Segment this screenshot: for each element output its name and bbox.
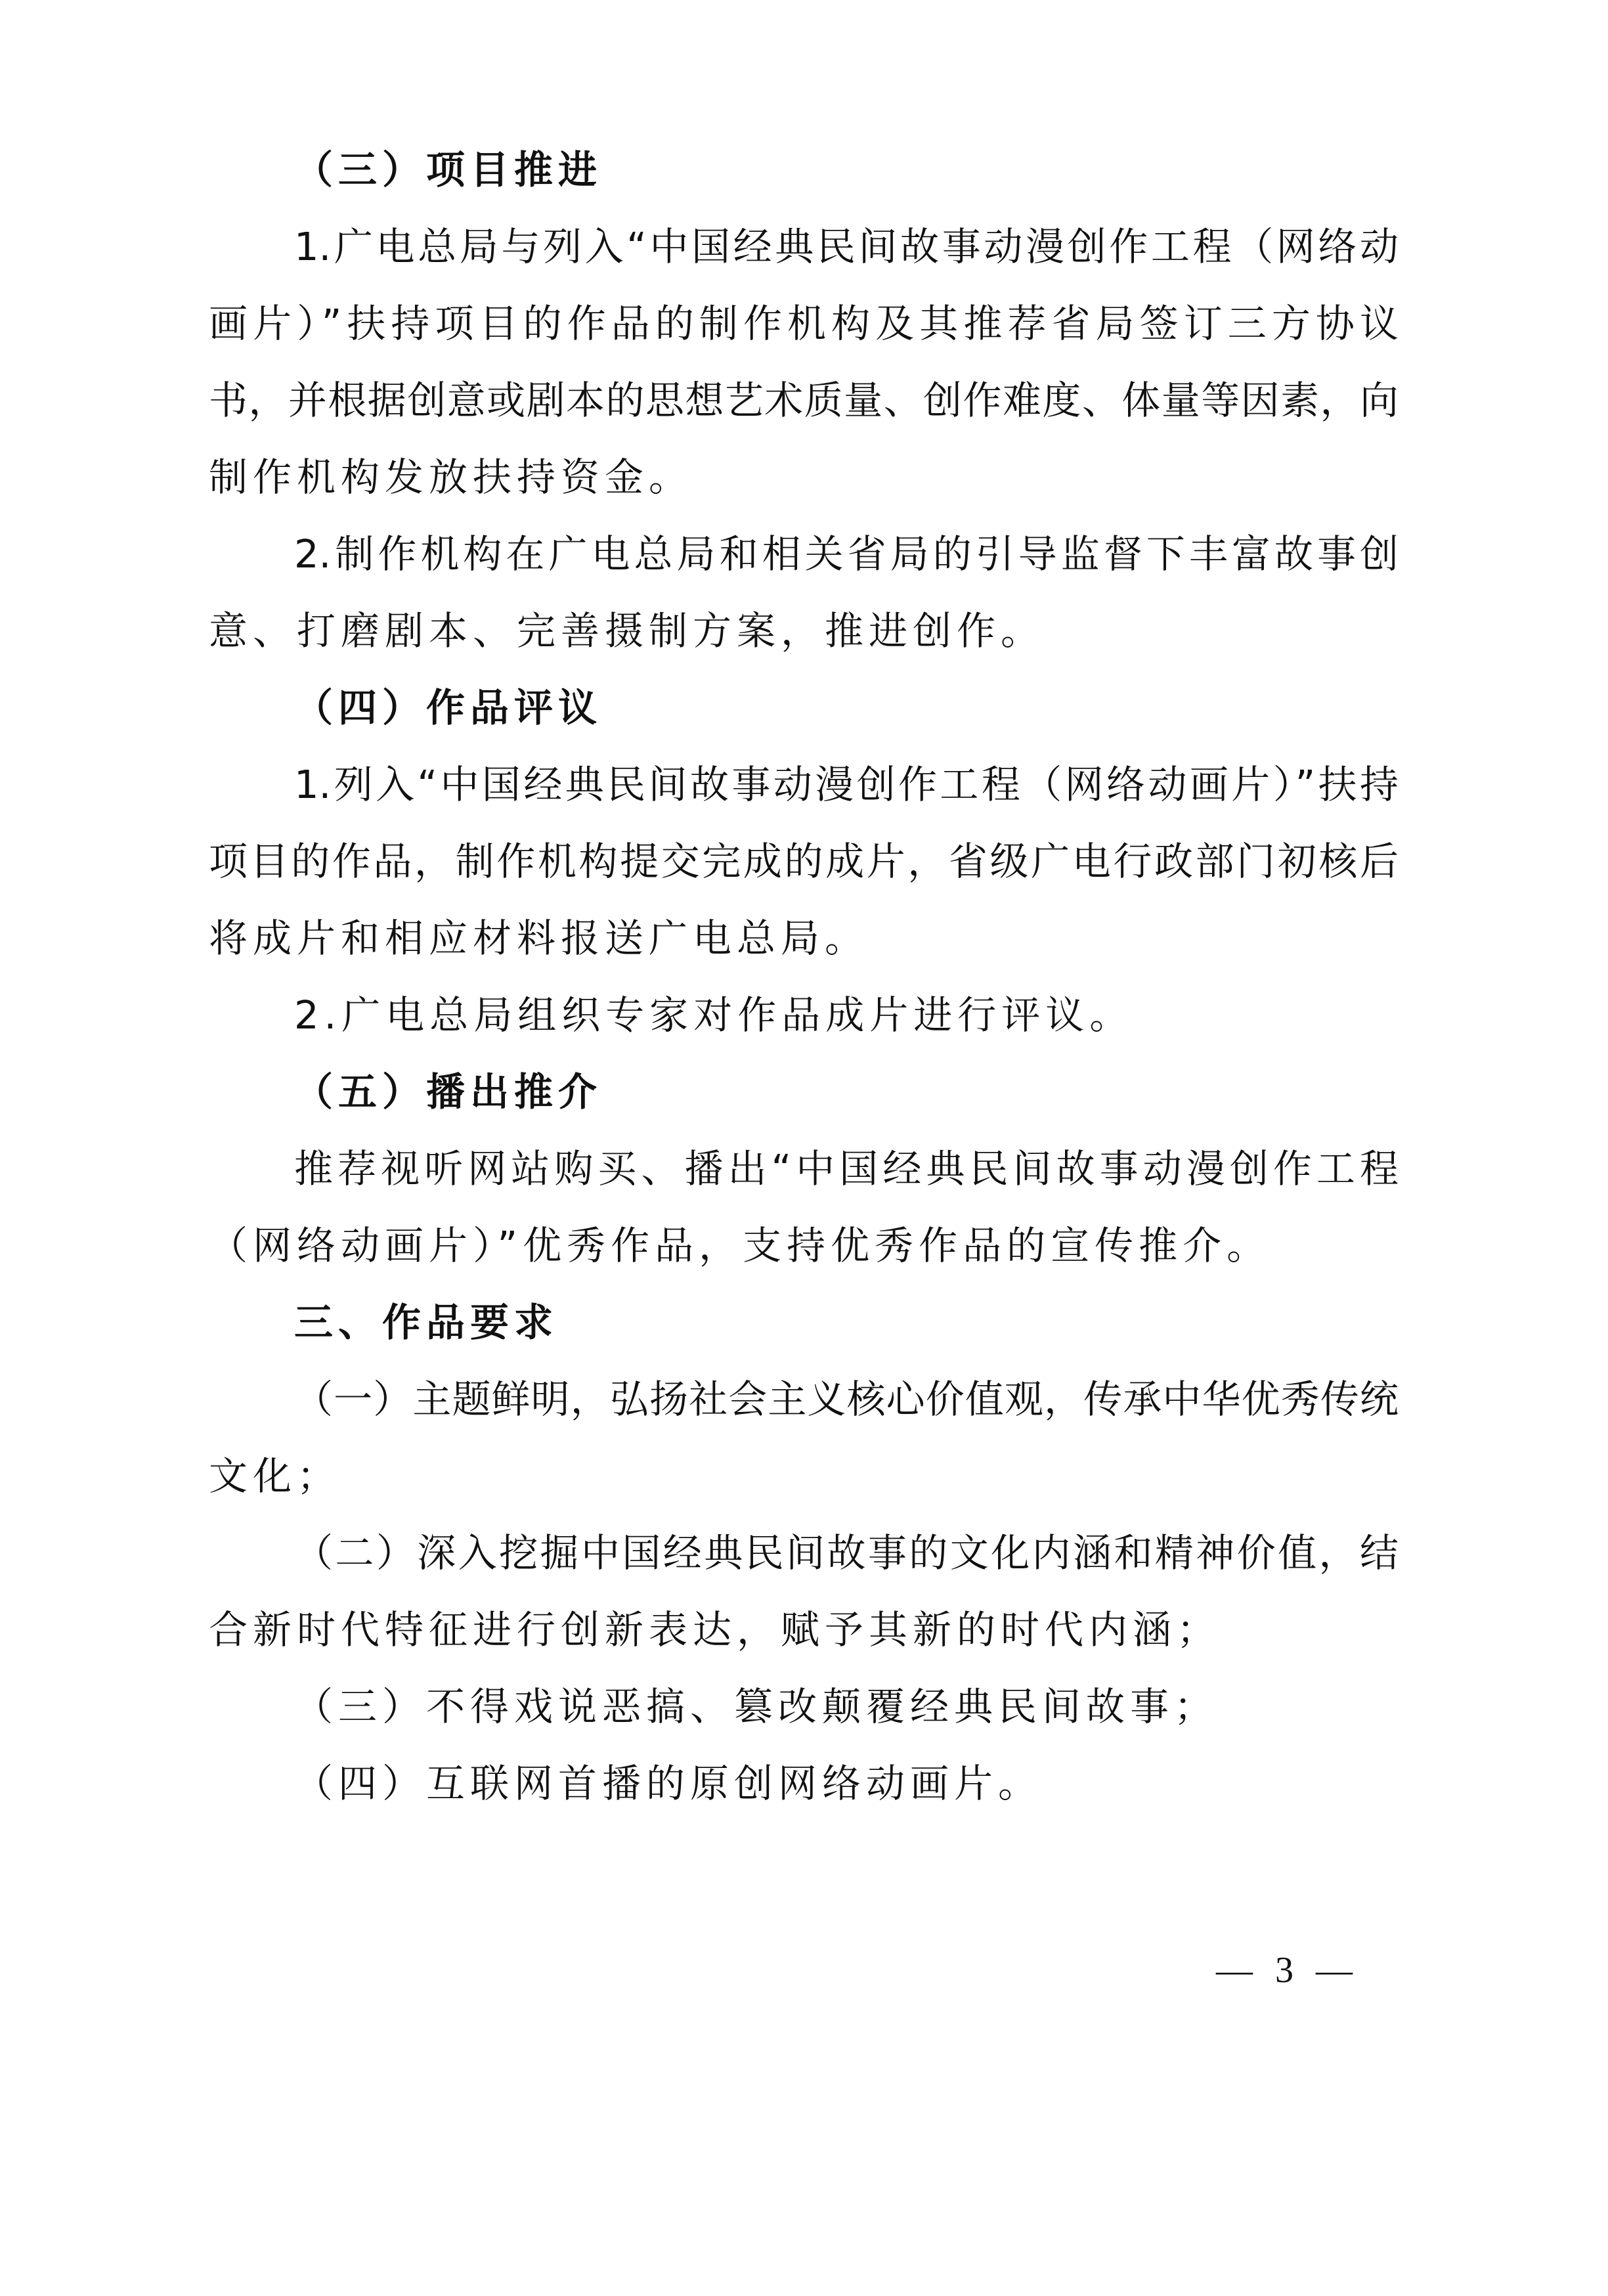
- paragraph-line: （三）不得戏说恶搞、篡改颠覆经典民间故事；: [294, 1684, 1219, 1729]
- paragraph-line: （一）主题鲜明，弘扬社会主义核心价值观，传承中华优秀传统: [294, 1377, 1399, 1422]
- paragraph-line: 书，并根据创意或剧本的思想艺术质量、创作难度、体量等因素，向: [209, 378, 1399, 423]
- section-heading-broadcast-promotion: （五）播出推介: [294, 1069, 603, 1115]
- paragraph-line: 合新时代特征进行创新表达，赋予其新的时代内涵；: [209, 1607, 1221, 1652]
- section-heading-work-review: （四）作品评议: [294, 685, 603, 730]
- paragraph-line: （二）深入挖掘中国经典民间故事的文化内涵和精神价值，结: [294, 1530, 1399, 1576]
- paragraph-line: 项目的作品，制作机构提交完成的成片，省级广电行政部门初核后: [209, 839, 1399, 884]
- page-number: — 3 —: [1216, 1950, 1359, 1991]
- paragraph-line: 1.列入“中国经典民间故事动漫创作工程（网络动画片）”扶持: [294, 762, 1399, 807]
- paragraph-line: 2.制作机构在广电总局和相关省局的引导监督下丰富故事创: [294, 531, 1399, 577]
- paragraph-line: 画片）”扶持项目的作品的制作机构及其推荐省局签订三方协议: [209, 301, 1399, 346]
- paragraph-line: 1.广电总局与列入“中国经典民间故事动漫创作工程（网络动: [294, 224, 1399, 269]
- paragraph-line: （网络动画片）”优秀作品，支持优秀作品的宣传推介。: [209, 1223, 1271, 1268]
- section-heading-project-promotion: （三）项目推进: [294, 147, 603, 192]
- paragraph-line: 意、打磨剧本、完善摄制方案，推进创作。: [209, 608, 1045, 653]
- paragraph-line: 推荐视听网站购买、播出“中国经典民间故事动漫创作工程: [294, 1146, 1399, 1191]
- paragraph-line: 将成片和相应材料报送广电总局。: [209, 916, 869, 961]
- paragraph-line: 制作机构发放扶持资金。: [209, 454, 693, 500]
- paragraph-line: 文化；: [209, 1453, 341, 1499]
- paragraph-line: 2.广电总局组织专家对作品成片进行评议。: [294, 992, 1134, 1038]
- document-body: [209, 131, 1399, 1822]
- paragraph-line: （四）互联网首播的原创网络动画片。: [294, 1761, 1043, 1806]
- section-heading-work-requirements: 三、作品要求: [294, 1300, 559, 1345]
